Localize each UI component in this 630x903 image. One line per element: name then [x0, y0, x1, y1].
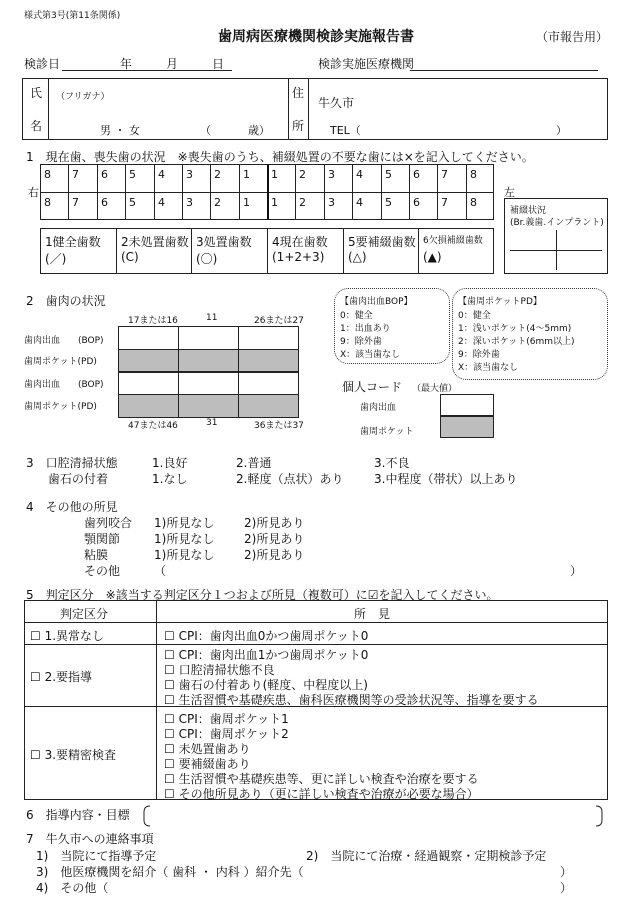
name-label-1: 氏 — [30, 86, 43, 100]
col-category: 判定区分 — [60, 607, 109, 621]
tooth-upper-right-8[interactable]: 8 — [44, 168, 51, 181]
tooth-upper-right-4[interactable]: 4 — [158, 168, 165, 181]
code-row-bleeding: 歯肉出血 — [360, 403, 397, 413]
count-label-1: 1健全歯数 — [45, 235, 101, 249]
exam-day: 日 — [212, 57, 225, 71]
tooth-lower-right-7[interactable]: 7 — [72, 196, 79, 209]
guidance-brackets[interactable] — [142, 804, 604, 828]
address-label-1: 住 — [292, 86, 305, 100]
form-number: 様式第3号(第11条関係) — [24, 11, 121, 21]
tooth-upper-left-2[interactable]: 2 — [299, 168, 306, 181]
bop-item-2: 9：除外歯 — [340, 337, 382, 347]
contact-item-4[interactable]: 4) その他（ — [36, 881, 109, 895]
finding-mucosa-yes[interactable]: 2)所見あり — [244, 548, 305, 562]
tooth-upper-right-7[interactable]: 7 — [72, 168, 79, 181]
count-symbol-5[interactable]: (△) — [348, 250, 367, 264]
tooth-upper-right-1[interactable]: 1 — [243, 168, 250, 181]
gum-bottom-label-2: 31 — [206, 418, 218, 428]
tooth-upper-left-6[interactable]: 6 — [413, 168, 420, 181]
gum-cell-r1-c2[interactable] — [178, 326, 239, 350]
category-guidance[interactable]: ☐ 2.要指導 — [30, 670, 93, 684]
finding-guidance-1[interactable]: ☐ CPI：歯肉出血1かつ歯周ポケット0 — [164, 648, 369, 662]
tooth-lower-left-1[interactable]: 1 — [271, 196, 278, 209]
code-row-pocket: 歯周ポケット — [360, 427, 414, 437]
contact-item-3[interactable]: 3) 他医療機関を紹介（ 歯科 ・ 内科 ）紹介先（ — [36, 865, 304, 879]
category-normal[interactable]: ☐ 1.異常なし — [30, 629, 105, 643]
code-bleeding-field[interactable] — [440, 394, 494, 416]
section6-title: 6 指導内容・目標 — [26, 808, 130, 822]
personal-code-sub: （最大値） — [412, 384, 458, 394]
right-label: 右 — [28, 186, 39, 199]
age-open: （ — [200, 124, 211, 137]
bop-legend-title: 【歯肉出血BOP】 — [340, 297, 413, 307]
prosthesis-title: 補綴状況 — [510, 206, 547, 216]
tooth-upper-left-5[interactable]: 5 — [385, 168, 392, 181]
section4-title: 4 その他の所見 — [26, 500, 118, 514]
tooth-lower-right-4[interactable]: 4 — [158, 196, 165, 209]
count-label-2: 2未処置歯数 — [121, 235, 189, 249]
finding-occlusion-none[interactable]: 1)所見なし — [154, 516, 215, 530]
tooth-upper-left-1[interactable]: 1 — [271, 168, 278, 181]
bop-item-0: 0：健全 — [340, 311, 373, 321]
finding-detail-1[interactable]: ☐ CPI：歯周ポケット1 — [164, 712, 289, 726]
tooth-lower-right-2[interactable]: 2 — [214, 196, 221, 209]
section2-title: 2 歯肉の状況 — [26, 294, 106, 308]
tooth-lower-right-8[interactable]: 8 — [44, 196, 51, 209]
finding-other-open: （ — [154, 564, 167, 578]
count-symbol-3[interactable]: (〇) — [196, 252, 218, 266]
gum-cell-r2-c2[interactable] — [178, 349, 239, 373]
tartar-opt-1[interactable]: 1.なし — [152, 472, 188, 486]
gum-row-label-2: 歯周ポケット(PD) — [24, 357, 97, 367]
contact-item-2[interactable]: 2) 当院にて治療・経過観察・定期検診予定 — [306, 849, 547, 863]
sex-selector[interactable]: 男 ・ 女 — [100, 124, 140, 137]
clean-opt-3[interactable]: 3.不良 — [374, 456, 410, 470]
tooth-lower-left-4[interactable]: 4 — [356, 196, 363, 209]
gum-cell-r4-c1[interactable] — [118, 394, 179, 418]
gum-top-label-1: 17または16 — [128, 316, 178, 326]
tooth-upper-right-5[interactable]: 5 — [129, 168, 136, 181]
finding-detail-6[interactable]: ☐ その他所見あり（更に詳しい検査や治療が必要な場合） — [164, 787, 479, 801]
pd-item-4: X：該当歯なし — [458, 363, 519, 373]
pd-item-0: 0：健全 — [458, 311, 491, 321]
finding-occlusion-yes[interactable]: 2)所見あり — [244, 516, 305, 530]
city-report-note: （市報告用） — [536, 30, 609, 44]
finding-detail-5[interactable]: ☐ 生活習慣や基礎疾患等、更に詳しい検査や治療を要する — [164, 772, 479, 786]
category-detailed-exam[interactable]: ☐ 3.要精密検査 — [30, 748, 117, 762]
gum-cell-r4-c3[interactable] — [238, 394, 299, 418]
finding-tmj-none[interactable]: 1)所見なし — [154, 532, 215, 546]
count-symbol-4[interactable]: (1+2+3) — [272, 250, 325, 264]
count-symbol-2[interactable]: (C) — [121, 250, 139, 264]
age-close: 歳） — [248, 124, 270, 137]
tooth-lower-right-3[interactable]: 3 — [186, 196, 193, 209]
tooth-upper-left-4[interactable]: 4 — [356, 168, 363, 181]
gum-cell-r2-c3[interactable] — [238, 349, 299, 373]
prosthesis-sub: (Br.義歯.インプラント) — [510, 218, 604, 228]
gum-cell-r3-c2[interactable] — [178, 371, 239, 395]
pd-item-3: 9：除外歯 — [458, 350, 500, 360]
finding-cpi-0[interactable]: ☐ CPI：歯肉出血0かつ歯周ポケット0 — [164, 629, 369, 643]
gum-cell-r3-c3[interactable] — [238, 371, 299, 395]
pd-legend-title: 【歯周ポケットPD】 — [458, 297, 542, 307]
tooth-upper-right-3[interactable]: 3 — [186, 168, 193, 181]
tooth-upper-right-2[interactable]: 2 — [214, 168, 221, 181]
page-title: 歯周病医療機関検診実施報告書 — [218, 29, 414, 45]
gum-top-label-2: 11 — [206, 313, 218, 323]
tooth-upper-left-8[interactable]: 8 — [470, 168, 477, 181]
section1-title: 1 現在歯、喪失歯の状況 ※喪失歯のうち、補綴処置の不要な歯には×を記入してください。 — [26, 150, 534, 164]
exam-year: 年 — [120, 57, 133, 71]
count-label-6: 6欠損補綴歯数 — [423, 236, 483, 246]
tartar-opt-3[interactable]: 3.中程度（帯状）以上あり — [374, 472, 518, 486]
tooth-lower-right-5[interactable]: 5 — [129, 196, 136, 209]
finding-label-occlusion: 歯列咬合 — [84, 516, 133, 530]
gum-top-label-3: 26または27 — [254, 316, 304, 326]
gum-row-label-1: 歯肉出血 (BOP) — [24, 336, 104, 346]
pd-item-2: 2：深いポケット(6mm以上) — [458, 337, 575, 347]
section5-title: 5 判定区分 ※該当する判定区分１つおよび所見（複数可）に☑を記入してください。 — [26, 588, 499, 602]
exam-month: 月 — [166, 57, 179, 71]
pd-item-1: 1：浅いポケット(4～5mm) — [458, 324, 572, 334]
col-findings: 所 見 — [354, 607, 391, 621]
tooth-upper-left-3[interactable]: 3 — [328, 168, 335, 181]
contact-item-1[interactable]: 1) 当院にて指導予定 — [36, 849, 157, 863]
finding-label-other: その他 — [84, 564, 121, 578]
finding-mucosa-none[interactable]: 1)所見なし — [154, 548, 215, 562]
tooth-lower-left-3[interactable]: 3 — [328, 196, 335, 209]
name-label-2: 名 — [30, 119, 43, 133]
bop-item-3: X：該当歯なし — [340, 350, 401, 360]
gum-row-label-4: 歯周ポケット(PD) — [24, 402, 97, 412]
gum-cell-r1-c3[interactable] — [238, 326, 299, 350]
finding-guidance-2[interactable]: ☐ 口腔清掃状態不良 — [164, 663, 275, 677]
tooth-lower-left-7[interactable]: 7 — [441, 196, 448, 209]
tooth-upper-left-7[interactable]: 7 — [441, 168, 448, 181]
personal-code-title: 個人コード — [342, 380, 403, 394]
gum-bottom-label-3: 36または37 — [254, 421, 304, 431]
left-label: 左 — [504, 186, 515, 199]
clean-opt-2[interactable]: 2.普通 — [236, 456, 272, 470]
tooth-lower-left-6[interactable]: 6 — [413, 196, 420, 209]
tooth-lower-right-1[interactable]: 1 — [243, 196, 250, 209]
tooth-upper-right-6[interactable]: 6 — [101, 168, 108, 181]
tooth-lower-left-2[interactable]: 2 — [299, 196, 306, 209]
tel-close: ） — [556, 124, 567, 137]
finding-guidance-4[interactable]: ☐ 生活習慣や基礎疾患、歯科医療機関等の受診状況等、指導を要する — [164, 693, 539, 707]
code-pocket-field[interactable] — [440, 416, 494, 438]
tooth-lower-left-5[interactable]: 5 — [385, 196, 392, 209]
finding-label-tmj: 顎関節 — [84, 532, 121, 546]
finding-tmj-yes[interactable]: 2)所見あり — [244, 532, 305, 546]
institution-label: 検診実施医療機関 — [318, 57, 415, 71]
clean-opt-1[interactable]: 1.良好 — [152, 456, 188, 470]
count-symbol-1[interactable]: (／) — [45, 252, 67, 266]
finding-detail-2[interactable]: ☐ CPI：歯周ポケット2 — [164, 727, 289, 741]
finding-detail-3[interactable]: ☐ 未処置歯あり — [164, 742, 251, 756]
bop-item-1: 1：出血あり — [340, 324, 391, 334]
finding-other-close: ） — [570, 564, 583, 578]
furigana-label: （フリガナ） — [56, 92, 110, 102]
gum-cell-r2-c1[interactable] — [118, 349, 179, 373]
tooth-lower-left-8[interactable]: 8 — [470, 196, 477, 209]
tel-label: TEL（ — [330, 124, 361, 137]
gum-cell-r3-c1[interactable] — [118, 371, 179, 395]
tooth-lower-right-6[interactable]: 6 — [101, 196, 108, 209]
gum-row-label-3: 歯肉出血 (BOP) — [24, 380, 104, 390]
contact-item-4-close: ） — [560, 881, 573, 895]
gum-cell-r1-c1[interactable] — [118, 326, 179, 350]
count-label-5: 5要補綴歯数 — [348, 235, 416, 249]
address-label-2: 所 — [292, 119, 305, 133]
contact-item-3-close: ） — [560, 865, 573, 879]
tartar-label: 歯石の付着 — [48, 472, 109, 486]
count-label-4: 4現在歯数 — [272, 235, 328, 249]
section7-title: 7 牛久市への連絡事項 — [26, 832, 154, 846]
count-label-3: 3処置歯数 — [196, 235, 252, 249]
exam-date-label: 検診日 — [24, 57, 61, 71]
finding-detail-4[interactable]: ☐ 要補綴歯あり — [164, 757, 251, 771]
finding-label-mucosa: 粘膜 — [84, 548, 109, 562]
tartar-opt-2[interactable]: 2.軽度（点状）あり — [236, 472, 344, 486]
count-symbol-6[interactable]: (▲) — [423, 250, 442, 264]
section3-title: 3 口腔清掃状態 — [26, 456, 118, 470]
gum-bottom-label-1: 47または46 — [128, 421, 178, 431]
city-name: 牛久市 — [318, 96, 355, 110]
gum-cell-r4-c2[interactable] — [178, 394, 239, 418]
finding-guidance-3[interactable]: ☐ 歯石の付着あり(軽度、中程度以上) — [164, 678, 368, 692]
